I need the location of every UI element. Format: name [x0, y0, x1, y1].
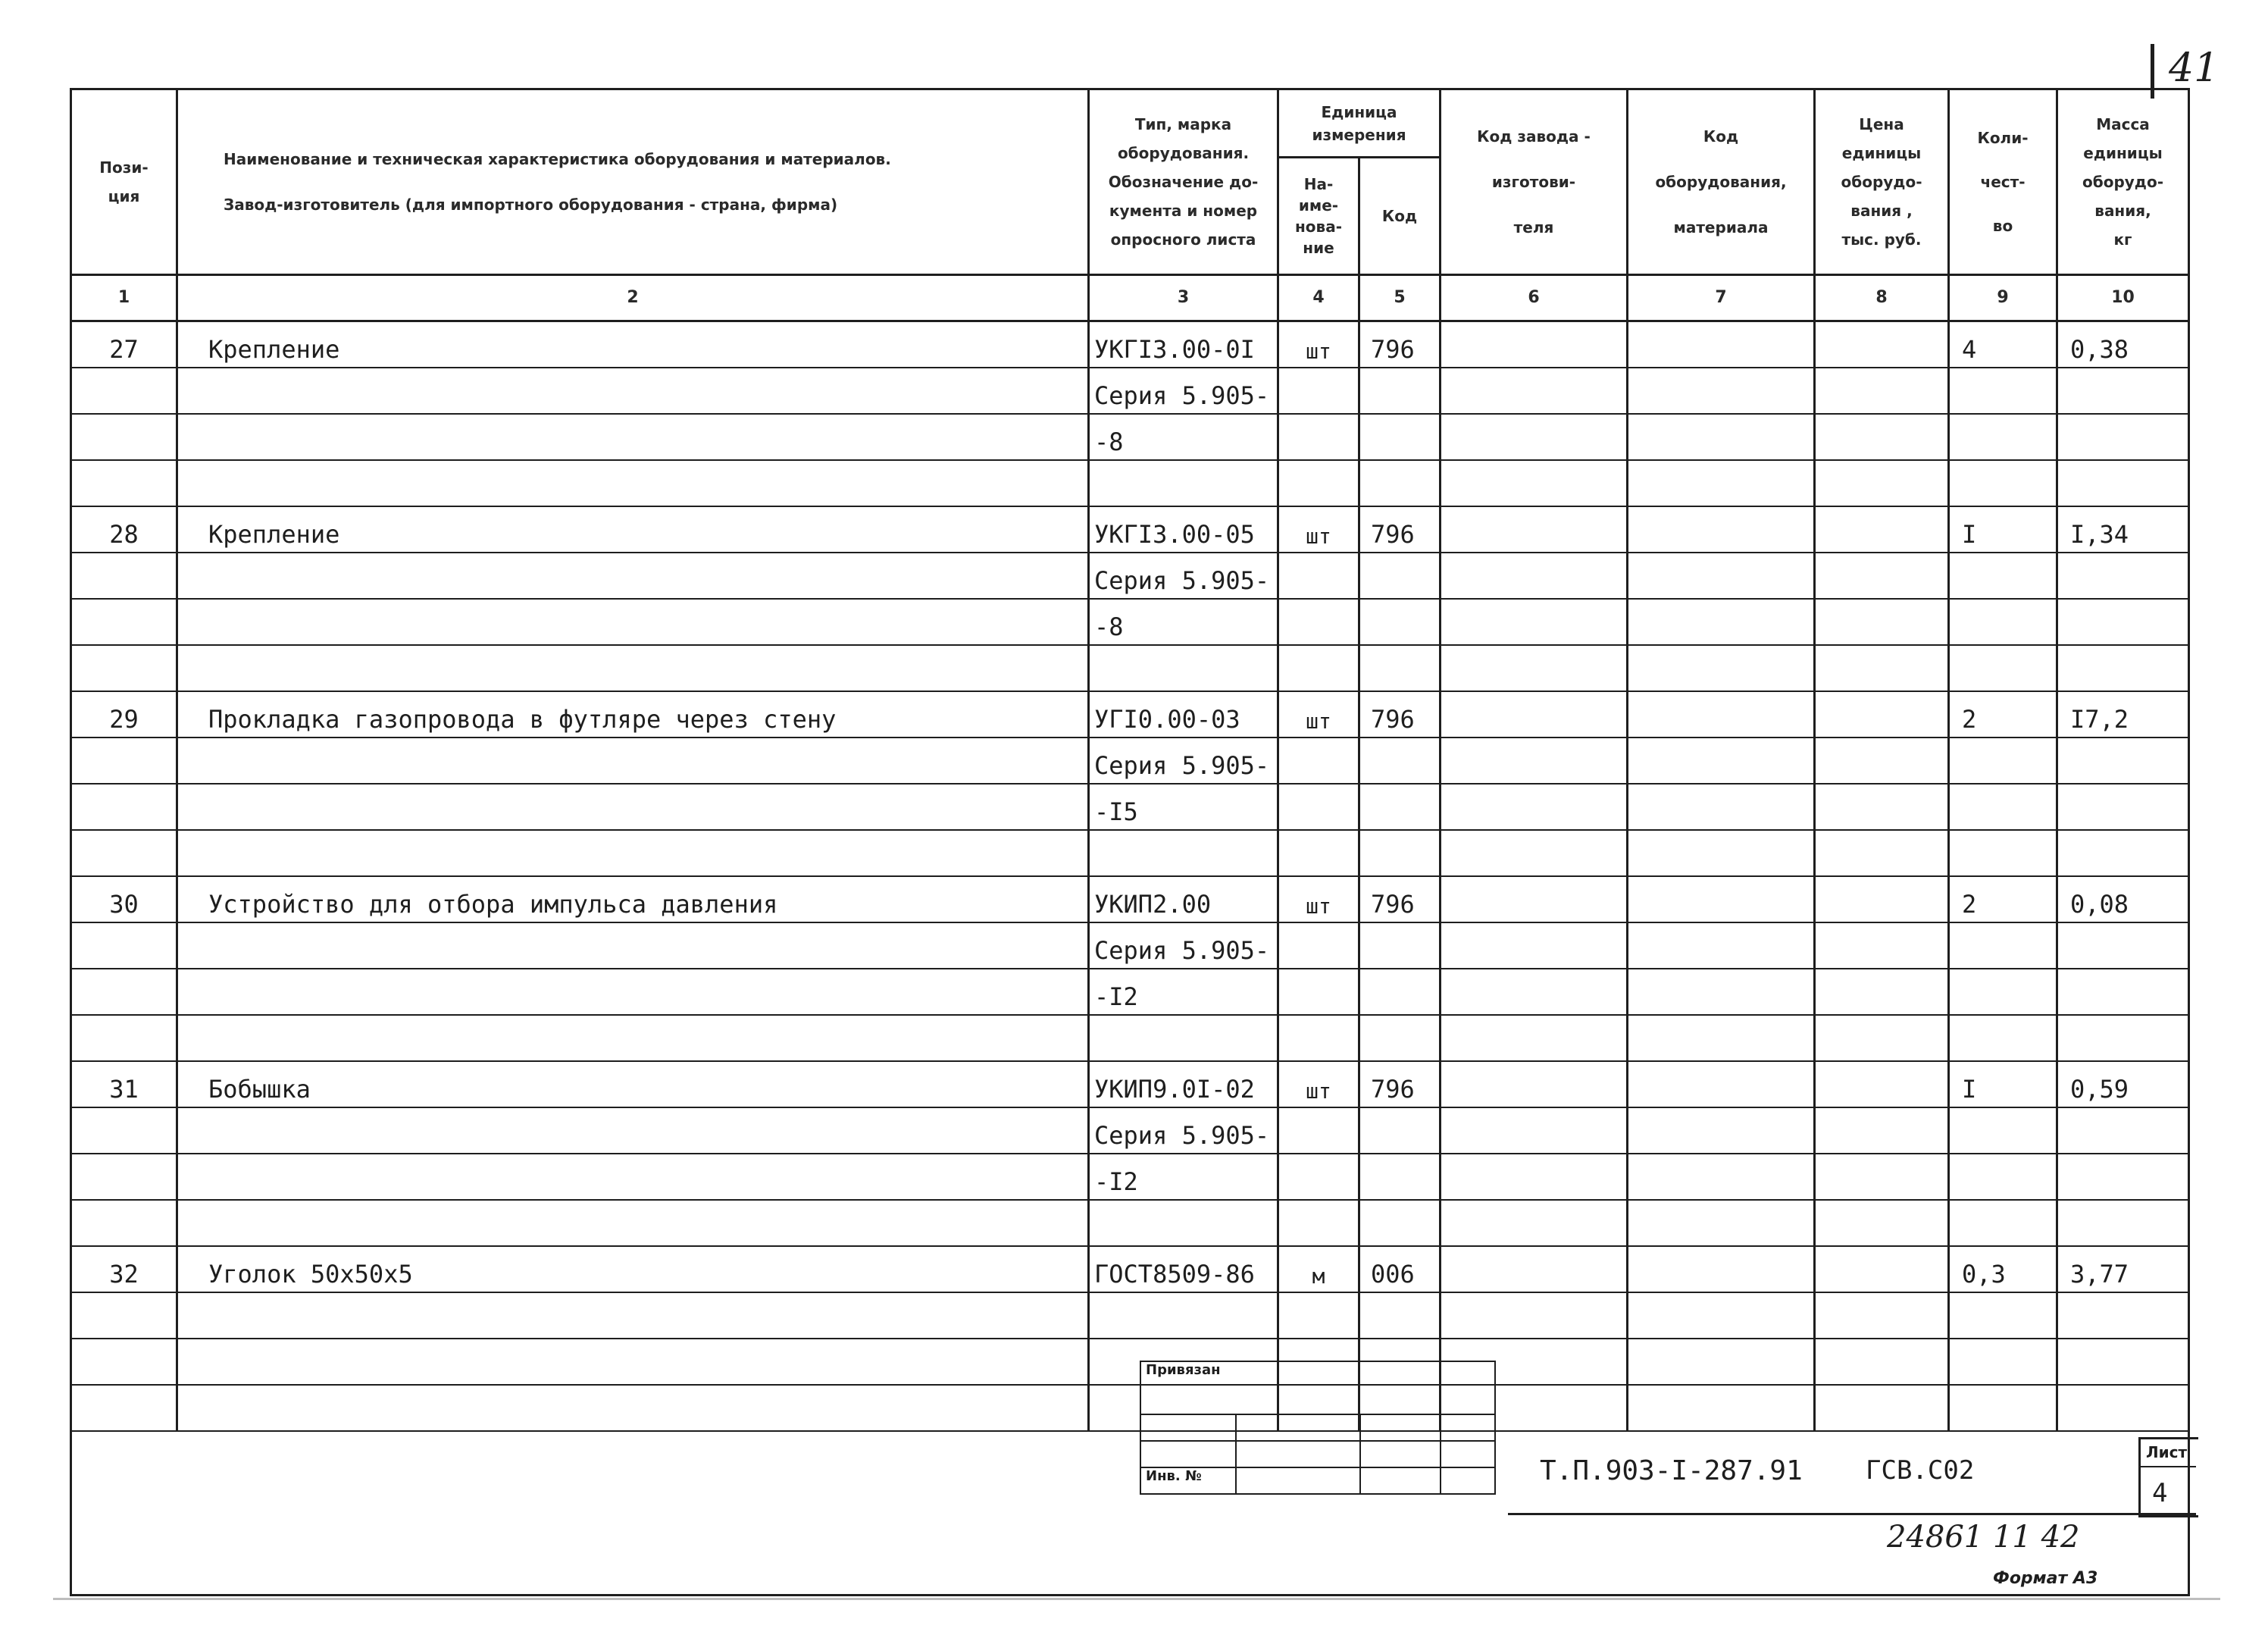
- header-unit-group: Единица измерения: [1278, 89, 1441, 158]
- cell-price: [1815, 368, 1949, 414]
- cell-mass: [2057, 922, 2189, 969]
- cell-name: [177, 368, 1089, 414]
- cell-unit-code: [1359, 969, 1441, 1015]
- cell-unit-code: [1359, 414, 1441, 460]
- header-factory-code: Код завода - изготови- теля: [1441, 89, 1628, 275]
- table-row: [71, 784, 2189, 830]
- column-number: 9: [1949, 275, 2057, 321]
- table-row: [71, 460, 2189, 506]
- cell-mass: [2057, 1154, 2189, 1200]
- cell-equipment-code: [1628, 1015, 1815, 1061]
- cell-position: [71, 460, 177, 506]
- cell-quantity: [1949, 922, 2057, 969]
- cell-type: -8: [1089, 414, 1278, 460]
- cell-name: [177, 553, 1089, 599]
- cell-price: [1815, 738, 1949, 784]
- cell-type: УКГI3.00-05: [1089, 506, 1278, 553]
- cell-type: [1089, 645, 1278, 691]
- cell-unit-code: [1359, 922, 1441, 969]
- cell-name: Уголок 50х50х5: [177, 1246, 1089, 1292]
- specification-body: [71, 321, 2189, 1596]
- cell-mass: [2057, 553, 2189, 599]
- cell-unit: шт: [1278, 876, 1359, 922]
- cell-position: [71, 1339, 177, 1385]
- cell-equipment-code: [1628, 922, 1815, 969]
- cell-equipment-code: [1628, 414, 1815, 460]
- cell-position: 27: [71, 321, 177, 368]
- cell-type: -I2: [1089, 969, 1278, 1015]
- cell-equipment-code: [1628, 1339, 1815, 1385]
- cell-position: 29: [71, 691, 177, 738]
- cell-unit: [1278, 553, 1359, 599]
- cell-factory-code: [1441, 460, 1628, 506]
- table-row: [71, 1339, 2189, 1385]
- column-number: 7: [1628, 275, 1815, 321]
- cell-unit: [1278, 599, 1359, 645]
- cell-factory-code: [1441, 1015, 1628, 1061]
- cell-unit: шт: [1278, 506, 1359, 553]
- cell-name: [177, 969, 1089, 1015]
- cell-name: [177, 922, 1089, 969]
- cell-unit: [1278, 1154, 1359, 1200]
- cell-factory-code: [1441, 1292, 1628, 1339]
- cell-equipment-code: [1628, 830, 1815, 876]
- cell-unit-code: [1359, 368, 1441, 414]
- cell-type: УКИП9.0I-02: [1089, 1061, 1278, 1107]
- cell-price: [1815, 922, 1949, 969]
- cell-type: УКИП2.00: [1089, 876, 1278, 922]
- cell-mass: [2057, 599, 2189, 645]
- cell-type: [1089, 1015, 1278, 1061]
- column-number: 4: [1278, 275, 1359, 321]
- cell-name: Бобышка: [177, 1061, 1089, 1107]
- cell-mass: [2057, 1015, 2189, 1061]
- cell-unit-code: [1359, 1154, 1441, 1200]
- cell-position: 31: [71, 1061, 177, 1107]
- cell-name: [177, 1107, 1089, 1154]
- cell-price: [1815, 321, 1949, 368]
- cell-position: [71, 1385, 177, 1431]
- cell-price: [1815, 1061, 1949, 1107]
- cell-price: [1815, 1154, 1949, 1200]
- cell-price: [1815, 876, 1949, 922]
- table-row: [71, 321, 2189, 368]
- cell-position: [71, 645, 177, 691]
- cell-factory-code: [1441, 645, 1628, 691]
- cell-unit: [1278, 1200, 1359, 1246]
- cell-quantity: [1949, 599, 2057, 645]
- header-mass: Масса единицы оборудо- вания, кг: [2057, 89, 2189, 275]
- cell-unit-code: [1359, 553, 1441, 599]
- cell-type: [1089, 830, 1278, 876]
- sheet-box-divider: [2138, 1466, 2196, 1467]
- cell-mass: I,34: [2057, 506, 2189, 553]
- cell-name: [177, 1154, 1089, 1200]
- cell-unit-code: 796: [1359, 876, 1441, 922]
- cell-type: Серия 5.905-: [1089, 1107, 1278, 1154]
- column-number: 8: [1815, 275, 1949, 321]
- cell-position: [71, 1154, 177, 1200]
- cell-unit-code: [1359, 645, 1441, 691]
- cell-mass: [2057, 830, 2189, 876]
- cell-position: [71, 784, 177, 830]
- cell-unit-code: [1359, 1015, 1441, 1061]
- cell-name: Крепление: [177, 506, 1089, 553]
- table-row: [71, 969, 2189, 1015]
- table-row: [71, 506, 2189, 553]
- cell-equipment-code: [1628, 1200, 1815, 1246]
- cell-unit: [1278, 830, 1359, 876]
- cell-factory-code: [1441, 599, 1628, 645]
- cell-price: [1815, 1246, 1949, 1292]
- cell-mass: 0,38: [2057, 321, 2189, 368]
- cell-equipment-code: [1628, 506, 1815, 553]
- cell-price: [1815, 1339, 1949, 1385]
- cell-quantity: I: [1949, 1061, 2057, 1107]
- table-row: [71, 1154, 2189, 1200]
- cell-unit-code: 006: [1359, 1246, 1441, 1292]
- document-section: ГСВ.С02: [1866, 1455, 1975, 1486]
- cell-price: [1815, 691, 1949, 738]
- cell-quantity: [1949, 414, 2057, 460]
- table-row: [71, 691, 2189, 738]
- cell-equipment-code: [1628, 784, 1815, 830]
- cell-price: [1815, 553, 1949, 599]
- header-name: Наименование и техническая характеристика оборудования и материалов. Завод-изготовитель (для импортного оборудования - страна, фирма): [177, 89, 1089, 275]
- cell-unit: [1278, 969, 1359, 1015]
- cell-quantity: [1949, 1385, 2057, 1431]
- cell-type: ГОСТ8509-86: [1089, 1246, 1278, 1292]
- table-row: [71, 1292, 2189, 1339]
- cell-position: [71, 414, 177, 460]
- cell-equipment-code: [1628, 368, 1815, 414]
- cell-position: [71, 1292, 177, 1339]
- cell-unit: шт: [1278, 691, 1359, 738]
- specification-table: [70, 88, 2190, 1596]
- cell-position: [71, 1200, 177, 1246]
- cell-type: Серия 5.905-: [1089, 922, 1278, 969]
- cell-factory-code: [1441, 1246, 1628, 1292]
- cell-price: [1815, 645, 1949, 691]
- table-row: [71, 414, 2189, 460]
- cell-unit-code: [1359, 784, 1441, 830]
- cell-unit-code: 796: [1359, 506, 1441, 553]
- cell-mass: [2057, 784, 2189, 830]
- cell-position: [71, 1107, 177, 1154]
- cell-mass: 3,77: [2057, 1246, 2189, 1292]
- cell-name: [177, 1200, 1089, 1246]
- cell-factory-code: [1441, 368, 1628, 414]
- column-number: 6: [1441, 275, 1628, 321]
- cell-unit: [1278, 784, 1359, 830]
- cell-unit: [1278, 645, 1359, 691]
- header-price: Цена единицы оборудо- вания , тыс. руб.: [1815, 89, 1949, 275]
- archive-number: 24861 11 42: [1887, 1520, 2080, 1555]
- cell-type: -I2: [1089, 1154, 1278, 1200]
- cell-unit-code: [1359, 738, 1441, 784]
- header-quantity: Коли- чест- во: [1949, 89, 2057, 275]
- cell-equipment-code: [1628, 645, 1815, 691]
- cell-factory-code: [1441, 414, 1628, 460]
- cell-quantity: [1949, 738, 2057, 784]
- cell-unit-code: 796: [1359, 321, 1441, 368]
- cell-quantity: 0,3: [1949, 1246, 2057, 1292]
- cell-unit: [1278, 922, 1359, 969]
- cell-unit: [1278, 1292, 1359, 1339]
- cell-mass: [2057, 969, 2189, 1015]
- cell-quantity: 2: [1949, 691, 2057, 738]
- cell-quantity: 4: [1949, 321, 2057, 368]
- cell-quantity: 2: [1949, 876, 2057, 922]
- cell-position: [71, 1015, 177, 1061]
- cell-name: [177, 1292, 1089, 1339]
- cell-price: [1815, 599, 1949, 645]
- cell-factory-code: [1441, 1061, 1628, 1107]
- cell-factory-code: [1441, 1200, 1628, 1246]
- cell-unit: [1278, 368, 1359, 414]
- header-position: Пози- ция: [71, 89, 177, 275]
- cell-price: [1815, 1385, 1949, 1431]
- cell-quantity: [1949, 645, 2057, 691]
- cell-position: [71, 969, 177, 1015]
- cell-mass: [2057, 414, 2189, 460]
- table-row: [71, 1246, 2189, 1292]
- cell-factory-code: [1441, 969, 1628, 1015]
- cell-factory-code: [1441, 784, 1628, 830]
- cell-mass: [2057, 645, 2189, 691]
- cell-type: Серия 5.905-: [1089, 368, 1278, 414]
- cell-mass: [2057, 1339, 2189, 1385]
- column-number: 3: [1089, 275, 1278, 321]
- cell-name: [177, 1015, 1089, 1061]
- cell-price: [1815, 784, 1949, 830]
- cell-equipment-code: [1628, 1107, 1815, 1154]
- cell-position: [71, 738, 177, 784]
- cell-factory-code: [1441, 830, 1628, 876]
- table-row: [71, 876, 2189, 922]
- cell-name: [177, 784, 1089, 830]
- column-number: 1: [71, 275, 177, 321]
- cell-mass: 0,59: [2057, 1061, 2189, 1107]
- cell-position: [71, 368, 177, 414]
- sheet-number: 4: [2152, 1478, 2168, 1508]
- cell-name: [177, 599, 1089, 645]
- cell-type: -I5: [1089, 784, 1278, 830]
- linkage-stamp: [1140, 1361, 1496, 1495]
- cell-price: [1815, 1015, 1949, 1061]
- cell-type: УГI0.00-03: [1089, 691, 1278, 738]
- cell-name: [177, 414, 1089, 460]
- page-bottom-rule: [53, 1598, 2220, 1600]
- cell-quantity: [1949, 460, 2057, 506]
- cell-name: [177, 1385, 1089, 1431]
- cell-type: Серия 5.905-: [1089, 738, 1278, 784]
- cell-quantity: [1949, 784, 2057, 830]
- table-row: [71, 1015, 2189, 1061]
- cell-name: [177, 738, 1089, 784]
- cell-name: Крепление: [177, 321, 1089, 368]
- cell-unit-code: 796: [1359, 1061, 1441, 1107]
- table-row: [71, 645, 2189, 691]
- cell-mass: [2057, 1107, 2189, 1154]
- format-label: Формат А3: [1993, 1569, 2098, 1588]
- table-row: [71, 599, 2189, 645]
- cell-unit-code: [1359, 460, 1441, 506]
- header-type: Тип, марка оборудования. Обозначение до- кумента и номер опросного листа: [1089, 89, 1278, 275]
- cell-position: 30: [71, 876, 177, 922]
- cell-equipment-code: [1628, 1154, 1815, 1200]
- cell-unit: [1278, 1107, 1359, 1154]
- cell-unit-code: [1359, 1200, 1441, 1246]
- cell-equipment-code: [1628, 738, 1815, 784]
- document-designation: Т.П.903-I-287.91: [1540, 1455, 1803, 1486]
- cell-type: Серия 5.905-: [1089, 553, 1278, 599]
- table-row: [71, 830, 2189, 876]
- cell-quantity: [1949, 553, 2057, 599]
- table-row: [71, 1061, 2189, 1107]
- cell-name: [177, 645, 1089, 691]
- cell-unit-code: [1359, 599, 1441, 645]
- cell-equipment-code: [1628, 553, 1815, 599]
- inventory-label: Инв. №: [1140, 1467, 1236, 1494]
- cell-equipment-code: [1628, 321, 1815, 368]
- cell-unit: [1278, 1015, 1359, 1061]
- cell-factory-code: [1441, 1107, 1628, 1154]
- table-row: [71, 1385, 2189, 1431]
- header-equipment-code: Код оборудования, материала: [1628, 89, 1815, 275]
- cell-type: -8: [1089, 599, 1278, 645]
- cell-unit-code: 796: [1359, 691, 1441, 738]
- cell-equipment-code: [1628, 1385, 1815, 1431]
- title-block-bottom-rule: [1508, 1513, 2196, 1515]
- cell-name: [177, 1339, 1089, 1385]
- cell-factory-code: [1441, 691, 1628, 738]
- cell-quantity: [1949, 1339, 2057, 1385]
- cell-price: [1815, 969, 1949, 1015]
- cell-unit-code: [1359, 1292, 1441, 1339]
- page-number: 41: [2169, 45, 2220, 91]
- cell-position: [71, 922, 177, 969]
- cell-unit: [1278, 738, 1359, 784]
- cell-factory-code: [1441, 553, 1628, 599]
- cell-equipment-code: [1628, 969, 1815, 1015]
- cell-price: [1815, 1107, 1949, 1154]
- cell-quantity: [1949, 969, 2057, 1015]
- cell-unit: [1278, 460, 1359, 506]
- cell-name: [177, 830, 1089, 876]
- cell-mass: [2057, 1200, 2189, 1246]
- cell-mass: [2057, 1385, 2189, 1431]
- column-number: 10: [2057, 275, 2189, 321]
- cell-equipment-code: [1628, 691, 1815, 738]
- table-row: [71, 368, 2189, 414]
- cell-type: [1089, 1200, 1278, 1246]
- cell-name: Устройство для отбора импульса давления: [177, 876, 1089, 922]
- cell-name: Прокладка газопровода в футляре через стену: [177, 691, 1089, 738]
- cell-name: [177, 460, 1089, 506]
- cell-factory-code: [1441, 1154, 1628, 1200]
- cell-position: 32: [71, 1246, 177, 1292]
- cell-quantity: [1949, 1292, 2057, 1339]
- header-unit-code: Код: [1359, 158, 1441, 275]
- cell-mass: [2057, 368, 2189, 414]
- cell-mass: [2057, 460, 2189, 506]
- cell-quantity: [1949, 1107, 2057, 1154]
- cell-position: [71, 599, 177, 645]
- cell-factory-code: [1441, 506, 1628, 553]
- column-number: 2: [177, 275, 1089, 321]
- linked-label: Привязан: [1140, 1361, 1495, 1414]
- cell-equipment-code: [1628, 1246, 1815, 1292]
- cell-mass: [2057, 738, 2189, 784]
- cell-quantity: [1949, 830, 2057, 876]
- table-row: [71, 738, 2189, 784]
- cell-mass: [2057, 1292, 2189, 1339]
- cell-mass: 0,08: [2057, 876, 2189, 922]
- cell-quantity: [1949, 1200, 2057, 1246]
- cell-position: [71, 553, 177, 599]
- cell-price: [1815, 830, 1949, 876]
- cell-unit: шт: [1278, 321, 1359, 368]
- cell-factory-code: [1441, 738, 1628, 784]
- cell-factory-code: [1441, 321, 1628, 368]
- cell-quantity: [1949, 1154, 2057, 1200]
- cell-unit: [1278, 414, 1359, 460]
- cell-price: [1815, 1200, 1949, 1246]
- table-row: [71, 1200, 2189, 1246]
- cell-position: [71, 830, 177, 876]
- cell-price: [1815, 506, 1949, 553]
- cell-equipment-code: [1628, 599, 1815, 645]
- cell-type: [1089, 1292, 1278, 1339]
- cell-unit: м: [1278, 1246, 1359, 1292]
- cell-factory-code: [1441, 922, 1628, 969]
- cell-price: [1815, 1292, 1949, 1339]
- cell-type: [1089, 460, 1278, 506]
- cell-equipment-code: [1628, 460, 1815, 506]
- sheet-label: Лист: [2146, 1443, 2188, 1461]
- cell-quantity: [1949, 1015, 2057, 1061]
- cell-factory-code: [1441, 876, 1628, 922]
- cell-equipment-code: [1628, 1061, 1815, 1107]
- header-unit-name: На- име- нова- ние: [1278, 158, 1359, 275]
- cell-price: [1815, 460, 1949, 506]
- cell-mass: I7,2: [2057, 691, 2189, 738]
- cell-unit-code: [1359, 1107, 1441, 1154]
- table-row: [71, 922, 2189, 969]
- cell-quantity: [1949, 368, 2057, 414]
- cell-equipment-code: [1628, 1292, 1815, 1339]
- cell-unit-code: [1359, 830, 1441, 876]
- cell-type: УКГI3.00-0I: [1089, 321, 1278, 368]
- column-number-row: [71, 275, 2189, 321]
- cell-equipment-code: [1628, 876, 1815, 922]
- cell-unit: шт: [1278, 1061, 1359, 1107]
- table-row: [71, 553, 2189, 599]
- cell-quantity: I: [1949, 506, 2057, 553]
- cell-price: [1815, 414, 1949, 460]
- table-row: [71, 1107, 2189, 1154]
- cell-position: 28: [71, 506, 177, 553]
- column-number: 5: [1359, 275, 1441, 321]
